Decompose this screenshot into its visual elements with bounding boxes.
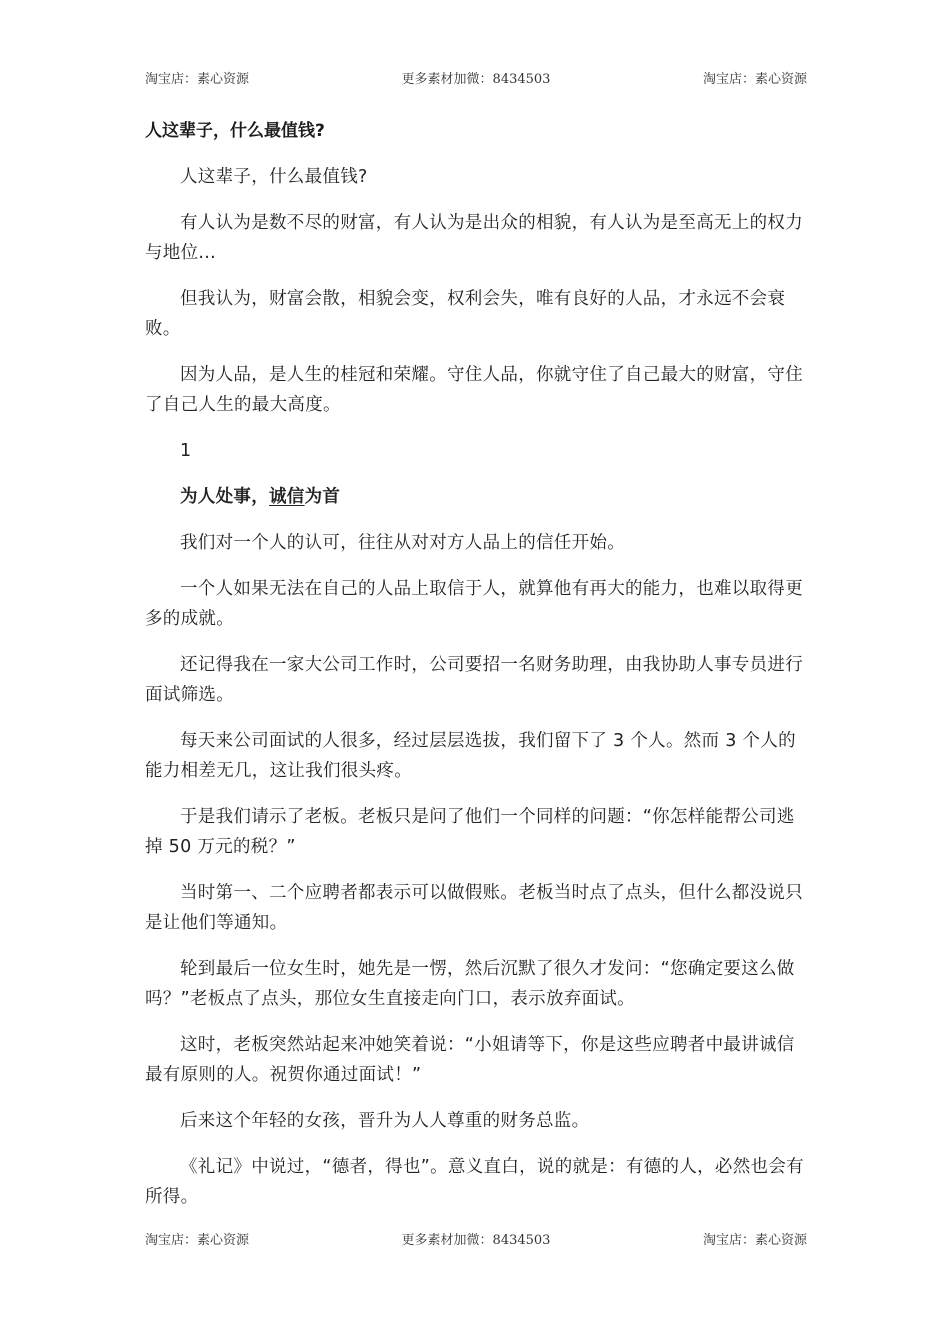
body-paragraph: 后来这个年轻的女孩，晋升为人人尊重的财务总监。 <box>180 1111 590 1131</box>
footer-left-shop: 淘宝店：素心资源 <box>145 1232 250 1248</box>
section-heading-keyword: 诚信 <box>269 487 305 507</box>
header-left-shop: 淘宝店：素心资源 <box>145 71 250 87</box>
body-paragraph: 我们对一个人的认可，往往从对对方人品上的信任开始。 <box>180 533 625 553</box>
header-center-contact: 更多素材加微：8434503 <box>401 71 551 87</box>
header-right-shop: 淘宝店：素心资源 <box>702 71 807 87</box>
page-header <box>145 68 807 86</box>
body-paragraph: 《礼记》中说过，“德者，得也”。意义直白，说的就是：有德的人，必然也会有所得。 <box>145 1157 804 1207</box>
body-paragraph: 每天来公司面试的人很多，经过层层选拔，我们留下了 3 个人。然而 3 个人的能力相差无几，这让我们很头疼。 <box>145 731 796 781</box>
section-heading <box>145 482 807 512</box>
body-paragraph: 一个人如果无法在自己的人品上取信于人，就算他有再大的能力，也难以取得更多的成就。 <box>145 579 803 629</box>
page-footer <box>145 1229 807 1247</box>
intro-paragraph: 有人认为是数不尽的财富，有人认为是出众的相貌，有人认为是至高无上的权力与地位... <box>145 213 803 263</box>
intro-paragraph: 人这辈子，什么最值钱? <box>180 167 368 187</box>
section-heading-text: 为首 <box>304 487 341 507</box>
footer-center-contact: 更多素材加微：8434503 <box>401 1232 551 1248</box>
article-title: 人这辈子，什么最值钱? <box>145 121 325 141</box>
footer-right-shop: 淘宝店：素心资源 <box>702 1232 807 1248</box>
section-heading-text: 为人处事， <box>180 487 269 507</box>
body-paragraph: 于是我们请示了老板。老板只是问了他们一个同样的问题：“你怎样能帮公司逃掉 50 万元的税？” <box>145 807 795 857</box>
body-paragraph: 这时，老板突然站起来冲她笑着说：“小姐请等下，你是这些应聘者中最讲诚信最有原则的人。祝贺你通过面试！” <box>145 1035 795 1085</box>
body-paragraph: 当时第一、二个应聘者都表示可以做假账。老板当时点了点头，但什么都没说只是让他们等通知。 <box>145 883 803 933</box>
intro-paragraph: 因为人品，是人生的桂冠和荣耀。守住人品，你就守住了自己最大的财富，守住了自己人生的最大高度。 <box>145 365 803 415</box>
intro-paragraph: 但我认为，财富会散，相貌会变，权利会失，唯有良好的人品，才永远不会衰败。 <box>145 289 786 339</box>
section-number: 1 <box>180 441 192 461</box>
body-paragraph: 还记得我在一家大公司工作时，公司要招一名财务助理，由我协助人事专员进行面试筛选。 <box>145 655 803 705</box>
body-paragraph: 轮到最后一位女生时，她先是一愣，然后沉默了很久才发问：“您确定要这么做吗？”老板点了点头，那位女生直接走向门口，表示放弃面试。 <box>145 959 795 1009</box>
article <box>145 116 807 1228</box>
